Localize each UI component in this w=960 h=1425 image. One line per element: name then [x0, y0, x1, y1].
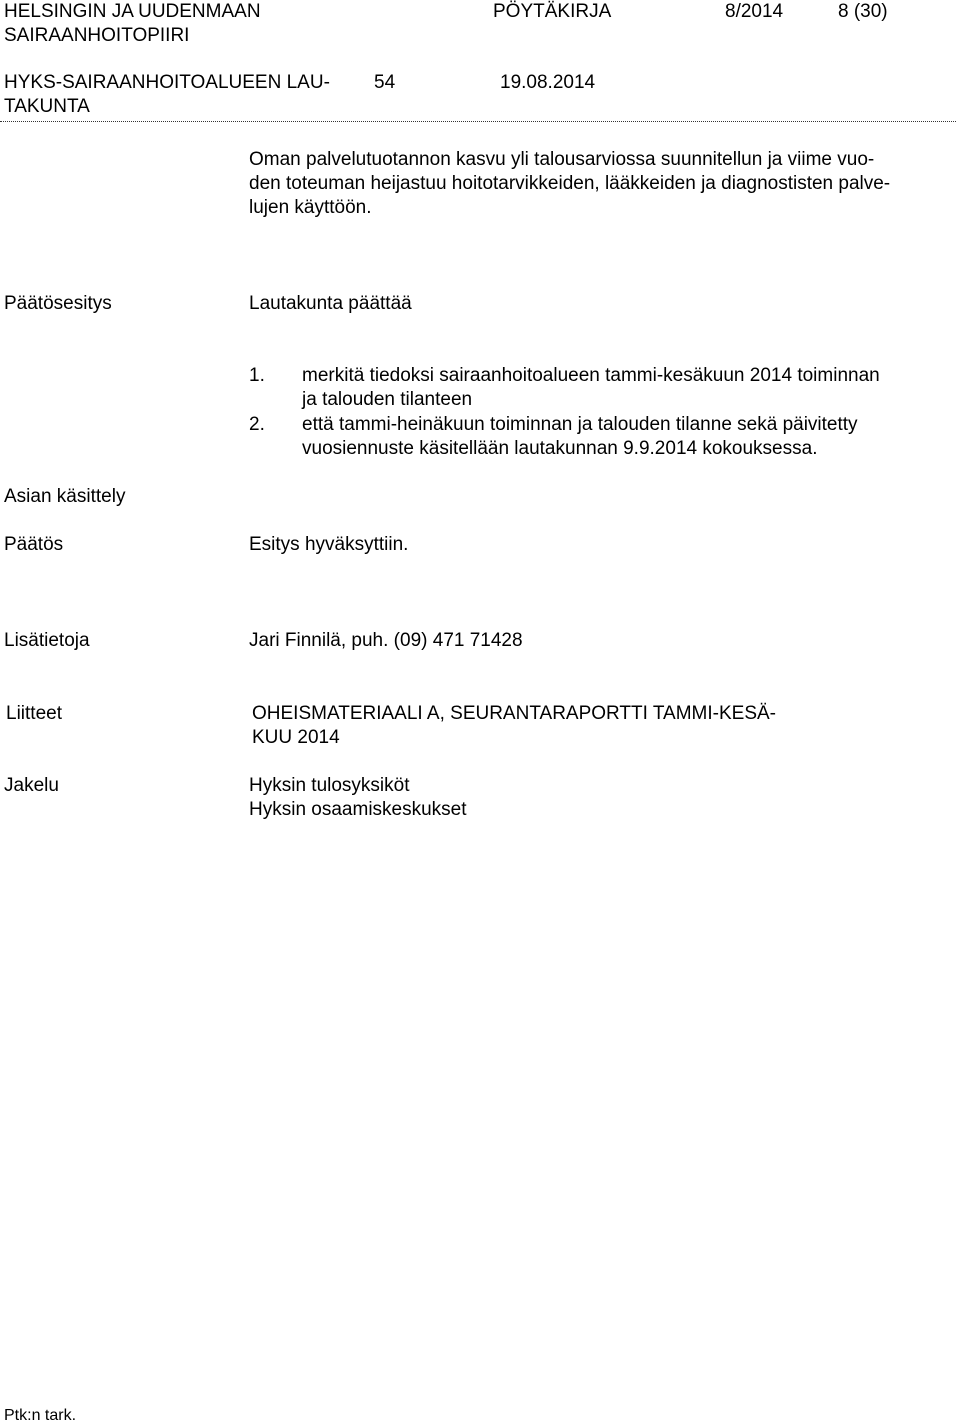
attachments-label: Liitteet: [6, 703, 62, 724]
intro-line-2: den toteuman heijastuu hoitotarvikkeiden, lääkkeiden ja diagnostisten palve-: [249, 173, 891, 194]
proposal-item-text: vuosiennuste käsitellään lautakunnan 9.9.2014 kokouksessa.: [302, 438, 818, 459]
proposal-label: Päätösesitys: [4, 293, 112, 314]
distribution-item: Hyksin tulosyksiköt: [249, 775, 410, 796]
page-number: 8 (30): [838, 1, 888, 22]
proposal-item-number: 2.: [249, 414, 265, 435]
board-name-line1: HYKS-SAIRAANHOITOALUEEN LAU-: [4, 72, 330, 93]
document-number: 8/2014: [725, 1, 784, 22]
footer-signature-note: Ptk:n tark.: [4, 1407, 77, 1424]
distribution-item: Hyksin osaamiskeskukset: [249, 799, 467, 820]
proposal-item-number: 1.: [249, 365, 265, 386]
header-divider: [0, 121, 956, 122]
proposal-item-text: merkitä tiedoksi sairaanhoitoalueen tammi-kesäkuun 2014 toiminnan: [302, 365, 880, 386]
organization-name-line2: SAIRAANHOITOPIIRI: [4, 25, 190, 46]
attachment-title-line2: KUU 2014: [252, 727, 340, 748]
decision-text: Esitys hyväksyttiin.: [249, 534, 409, 555]
decision-label: Päätös: [4, 534, 64, 555]
info-contact: Jari Finnilä, puh. (09) 471 71428: [249, 630, 523, 651]
distribution-label: Jakelu: [4, 775, 59, 796]
intro-line-1: Oman palvelutuotannon kasvu yli talousarviossa suunnitellun ja viime vuo-: [249, 149, 875, 170]
meeting-date: 19.08.2014: [500, 72, 596, 93]
document-type: PÖYTÄKIRJA: [493, 1, 612, 22]
organization-name-line1: HELSINGIN JA UUDENMAAN: [4, 1, 261, 22]
attachment-title-line1: OHEISMATERIAALI A, SEURANTARAPORTTI TAMMI-KESÄ-: [252, 703, 776, 724]
handling-label: Asian käsittely: [4, 486, 126, 507]
board-name-line2: TAKUNTA: [4, 96, 90, 117]
proposal-heading: Lautakunta päättää: [249, 293, 412, 314]
proposal-item-text: ja talouden tilanteen: [302, 389, 473, 410]
proposal-item-text: että tammi-heinäkuun toiminnan ja talouden tilanne sekä päivitetty: [302, 414, 858, 435]
section-number: 54: [374, 72, 396, 93]
intro-line-3: lujen käyttöön.: [249, 197, 372, 218]
info-label: Lisätietoja: [4, 630, 90, 651]
